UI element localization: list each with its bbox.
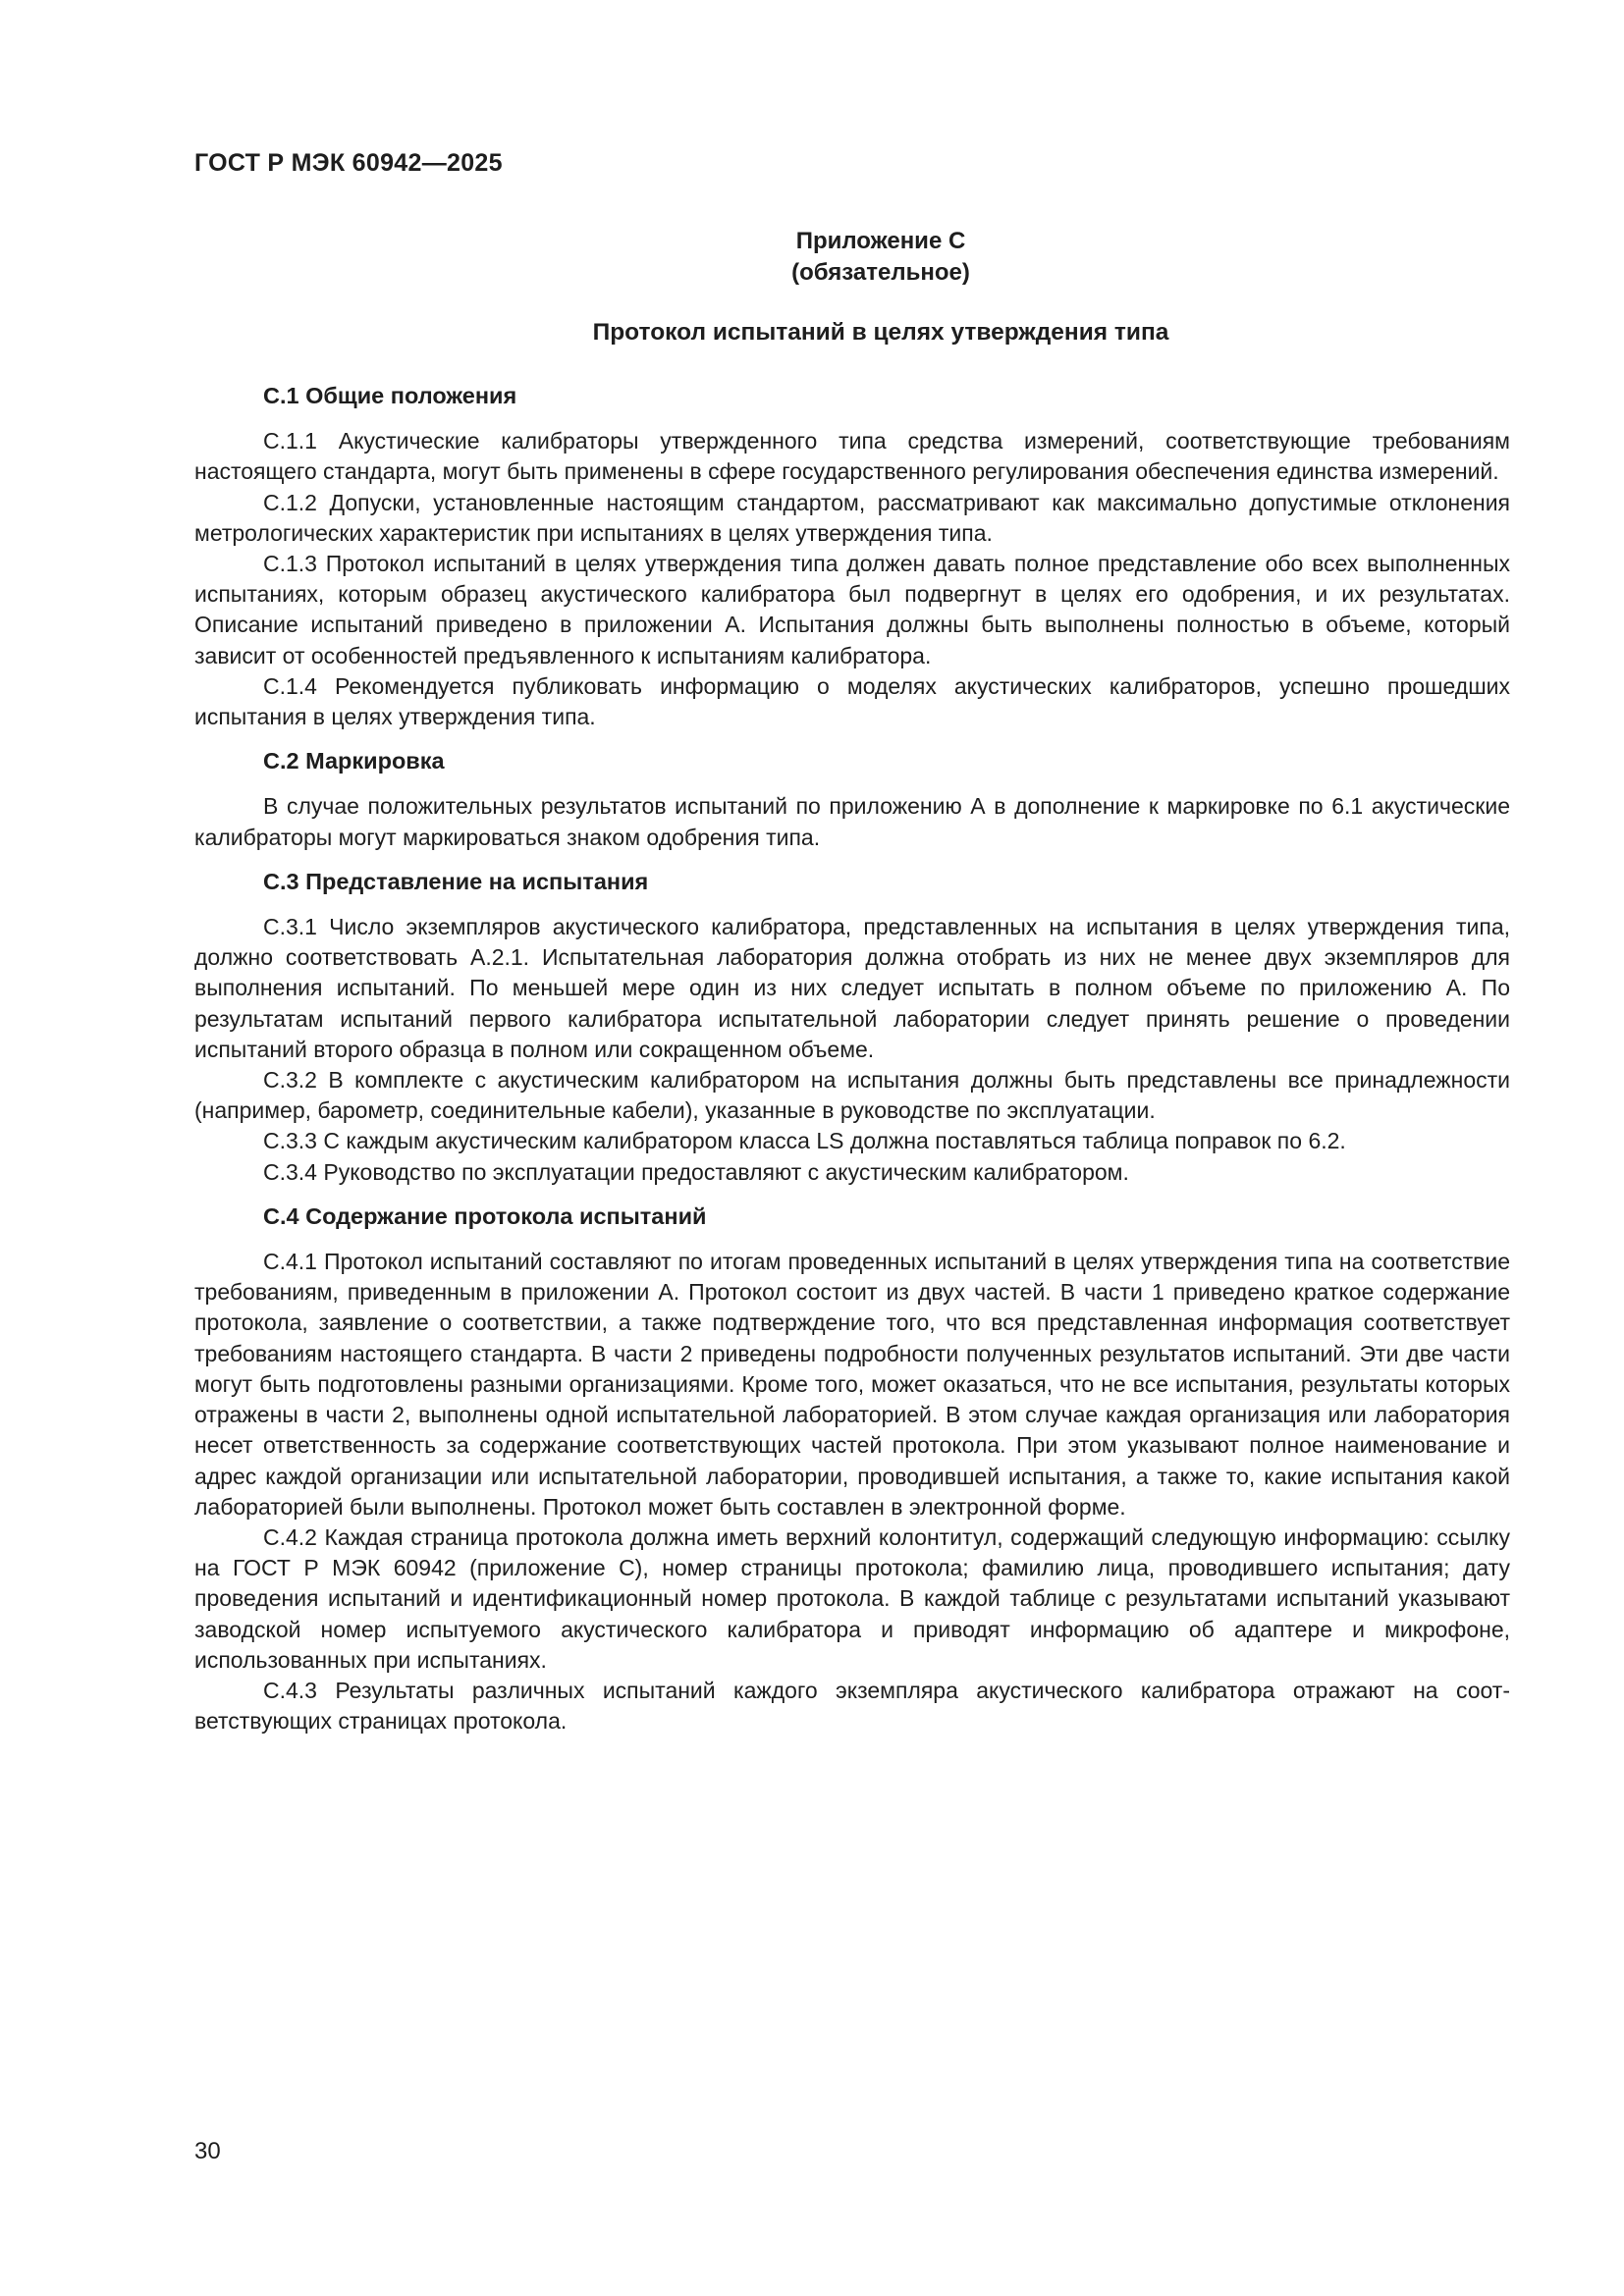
section-c1 [194,381,1510,732]
paragraph: С.3.2 В комплекте с акустическим калибратором на испытания должны быть представлены все принадлежности (например, барометр, соединительные кабели), указанные в руководстве по эксплуатации. [194,1067,1510,1124]
paragraph: С.1.2 Допуски, установленные настоящим стандартом, рассматривают как максимально допустимые отклонения метрологических характеристик при испытаниях в целях утверждения типа. [194,489,1510,546]
section-heading: С.3 Представление на испытания [263,868,649,894]
document-body [194,381,1510,1736]
section-heading: С.4 Содержание протокола испытаний [263,1202,707,1229]
section-heading: С.2 Маркировка [263,748,445,774]
section-c4 [194,1201,1510,1736]
paragraph: С.4.2 Каждая страница протокола должна иметь верхний колонтитул, содержащий следующую информацию: ссылку на ГОСТ Р МЭК 60942 (приложение С), номер страницы протокола; фамилию лица, проводившего испытания; дату проведения испытаний и идентификационный номер протокола. В каждой таблице с результатами испытаний указывают заводской номер испытуемого акустического калибратора и приводят информацию об адаптере и микрофоне, использованных при испытаниях. [194,1523,1510,1673]
paragraph: В случае положительных результатов испытаний по приложению А в дополнение к маркировке по 6.1 акустические калибраторы могут маркироваться знаком одобрения типа. [194,793,1510,850]
paragraph: С.4.3 Результаты различных испытаний каждого экземпляра акустического калибратора отражают на соответствующих страницах протокола. [194,1677,1510,1735]
paragraph: С.1.1 Акустические калибраторы утвержденного типа средства измерений, соответствующие требованиям настоящего стандарта, могут быть применены в сфере государственного регулирования обеспечения единства измерений. [194,428,1510,485]
document-title: Протокол испытаний в целях утверждения типа [592,319,1169,346]
section-heading: С.1 Общие положения [263,383,517,408]
paragraph: С.3.3 С каждым акустическим калибратором класса LS должна поставляться таблица поправок по 6.2. [263,1128,1346,1154]
document-code-header: ГОСТ Р МЭК 60942—2025 [194,149,503,177]
paragraph: С.1.3 Протокол испытаний в целях утверждения типа должен давать полное представление обо всех выполненных испытаниях, которым образец акустического калибратора был подвергнут в целях его одобрения, и их результатах. Описание испытаний приведено в приложении А. Испытания должны быть выполнены полностью в объеме, который зависит от особенностей предъявленного к испытаниям калибратора. [194,551,1510,668]
page-number: 30 [194,2138,221,2164]
section-c2 [194,746,1510,853]
annex-type: (обязательное) [791,259,970,286]
paragraph: С.1.4 Рекомендуется публиковать информацию о моделях акустических калибраторов, успешно прошедших испытания в целях утверждения типа. [194,672,1510,730]
section-c3 [194,867,1510,1188]
paragraph: С.3.1 Число экземпляров акустического калибратора, представленных на испытания в целях утверждения типа, должно соответствовать А.2.1. Испытательная лаборатория должна отобрать из них не менее двух экземпляров для выполнения испытаний. По меньшей мере один из них следует испытать в полном объеме по приложению А. По результатам испытаний первого калибратора испытательной лаборатории следует принять решение о проведении испытаний второго образца в полном или сокращенном объеме. [194,914,1510,1062]
annex-title: Приложение С [795,228,966,254]
paragraph: С.4.1 Протокол испытаний составляют по итогам проведенных испытаний в целях утверждения типа на соответствие требованиям, приведенным в приложении А. Протокол состоит из двух частей. В части 1 приведено краткое содержание протокола, заявление о соответствии, а также подтверждение того, что вся представленная информация соответствует требованиям настоящего стандарта. В части 2 приведены подробности полученных результатов испытаний. Эти две части могут быть подготовлены разными организациями. Кроме того, может оказаться, что не все испытания, результаты которых отражены в части 2, выполнены одной испытательной лабораторией. В этом случае каждая организация или лаборатория несет ответственность за содержание соответствующих частей протокола. При этом указывают полное наименование и адрес каждой организации или испытательной лаборатории, проводившей испытания, а также то, какие испытания какой лабораторией были выполнены. Протокол может быть составлен в электронной форме. [194,1249,1510,1520]
paragraph: С.3.4 Руководство по эксплуатации предоставляют с акустическим калибратором. [263,1158,1129,1185]
